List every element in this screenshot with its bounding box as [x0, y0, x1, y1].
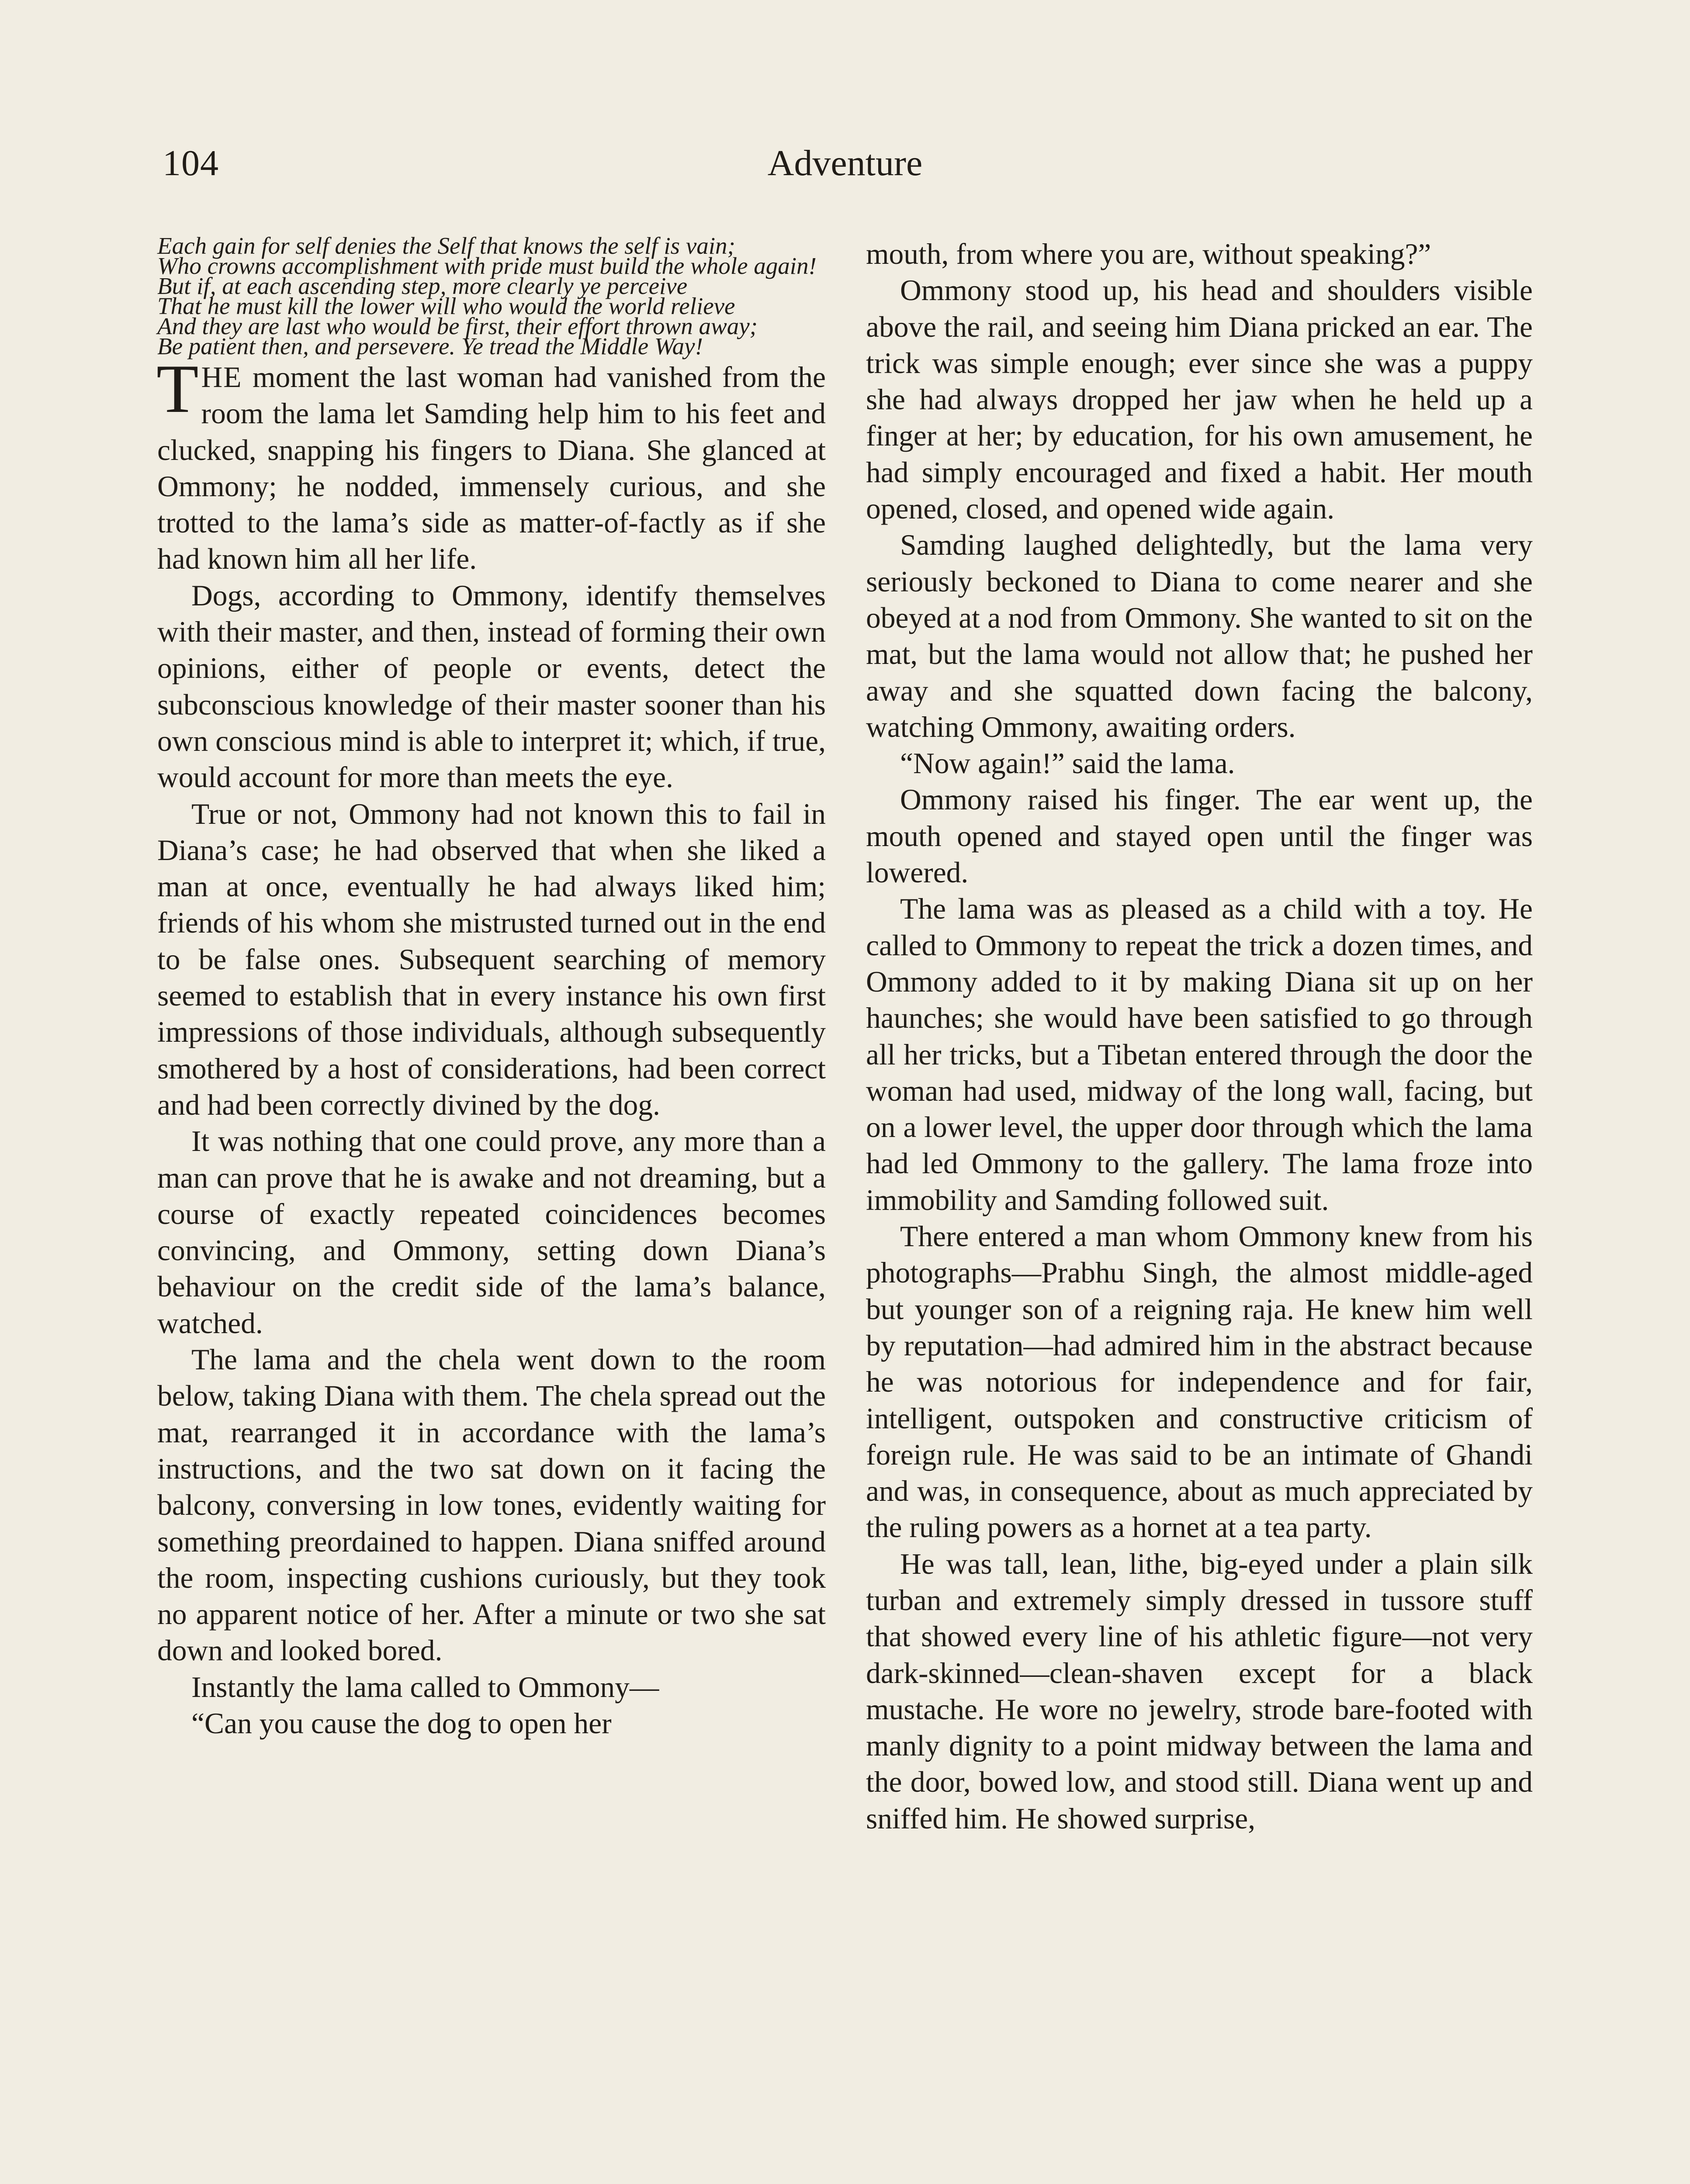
paragraph: True or not, Ommony had not known this to fail in Diana’s case; he had observed that when she liked a man at once, eventually he had always liked him; friends of his whom she mistrusted turned out in the end to be false ones. Subsequent searching of memory seemed to establish that in every instance his own first impressions of those individuals, although subsequently smothered by a host of considerations, had been correct and had been correctly divined by the dog. [157, 797, 826, 1121]
verse-line: Be patient then, and persevere. Ye tread the Middle Way! [157, 333, 703, 359]
verse-stanza [157, 273, 826, 319]
opening-paragraph [156, 351, 826, 577]
paragraph: Ommony raised his finger. The ear went up, the mouth opened and stayed open until the finger was lowered. [866, 783, 1533, 889]
paragraph: “Can you cause the dog to open her [191, 1707, 612, 1740]
paragraph: Samding laughed delightedly, but the lama very seriously beckoned to Diana to come nearer and she obeyed at a nod from Ommony. She wanted to sit on the mat, but the lama would not allow that; he pushed her away and she squatted down facing the balcony, watching Ommony, awaiting orders. [866, 529, 1533, 743]
paragraph: He was tall, lean, lithe, big-eyed under a plain silk turban and extremely simply dressed in tussore stuff that showed every line of his athletic figure—not very dark-skinned—clean-shaven except for a black mustache. He wore no jewelry, strode bare-footed with manly dignity to a point midway between the lama and the door, bowed low, and stood still. Diana went up and sniffed him. He showed surprise, [866, 1547, 1533, 1835]
verse-line: Each gain for self denies the Self that knows the self is vain; [157, 232, 735, 259]
running-title: Adventure [767, 143, 923, 183]
verse-line: And they are last who would be first, their effort thrown away; [157, 313, 758, 339]
paragraph: Dogs, according to Ommony, identify themselves with their master, and then, instead of forming their own opinions, either of people or events, detect the subconscious knowledge of their master sooner than his own conscious mind is able to interpret it; which, if true, would account for more than meets the eye. [157, 579, 826, 794]
epigraph-verse [157, 232, 826, 359]
opening-caps: HE [201, 361, 242, 394]
left-column [156, 232, 826, 1742]
page-number: 104 [163, 143, 219, 183]
paragraph: Instantly the lama called to Ommony— [191, 1670, 659, 1704]
paragraph: mouth, from where you are, without speaking?” [866, 238, 1431, 270]
verse-line: Who crowns accomplishment with pride must build the whole again! [157, 252, 817, 279]
paragraph: “Now again!” said the lama. [900, 747, 1235, 780]
paragraph: Ommony stood up, his head and shoulders visible above the rail, and seeing him Diana pricked an ear. The trick was simple enough; ever since she was a puppy she had always dropped her jaw when he held up a finger at her; by education, for his own amusement, he had simply encouraged and fixed a habit. Her mouth opened, closed, and opened wide again. [866, 274, 1533, 525]
drop-cap: T [156, 351, 199, 427]
paragraph-text: moment the last woman had vanished from the room the lama let Samding help him to his feet and clucked, snapping his fingers to Diana. She glanced at Ommony; he nodded, immensely curious, and she trotted to the lama’s side as matter-of-factly as if she had known him all her life. [157, 361, 826, 576]
verse-line: That he must kill the lower will who would the world relieve [157, 293, 735, 319]
paragraph: There entered a man whom Ommony knew from his photographs—Prabhu Singh, the almost middle-aged but younger son of a reigning raja. He knew him well by reputation—had admired him in the abstract because he was notorious for independence and for fair, intelligent, outspoken and constructive criticism of foreign rule. He was said to be an intimate of Ghandi and was, in consequence, about as much appreciated by the ruling powers as a hornet at a tea party. [866, 1220, 1533, 1544]
paragraph: The lama and the chela went down to the room below, taking Diana with them. The chela spread out the mat, rearranged it in accordance with the lama’s instructions, and the two sat down on it facing the balcony, conversing in low tones, evidently waiting for something preordained to happen. Diana sniffed around the room, inspecting cushions curiously, but they took no apparent notice of her. After a minute or two she sat down and looked bored. [157, 1343, 826, 1667]
paragraph: The lama was as pleased as a child with a toy. He called to Ommony to repeat the trick a dozen times, and Ommony added to it by making Diana sit up on her haunches; she would have been satisfied to go through all her tricks, but a Tibetan entered through the door the woman had used, midway of the long wall, facing, but on a lower level, the upper door through which the lama had led Ommony to the gallery. The lama froze into immobility and Samding followed suit. [866, 892, 1533, 1216]
paragraph: It was nothing that one could prove, any more than a man can prove that he is awake and not dreaming, but a course of exactly repeated coincidences becomes convincing, and Ommony, setting down Diana’s behaviour on the credit side of the lama’s balance, watched. [157, 1125, 826, 1340]
right-column [866, 236, 1533, 1837]
verse-line: But if, at each ascending step, more clearly ye perceive [157, 273, 688, 299]
